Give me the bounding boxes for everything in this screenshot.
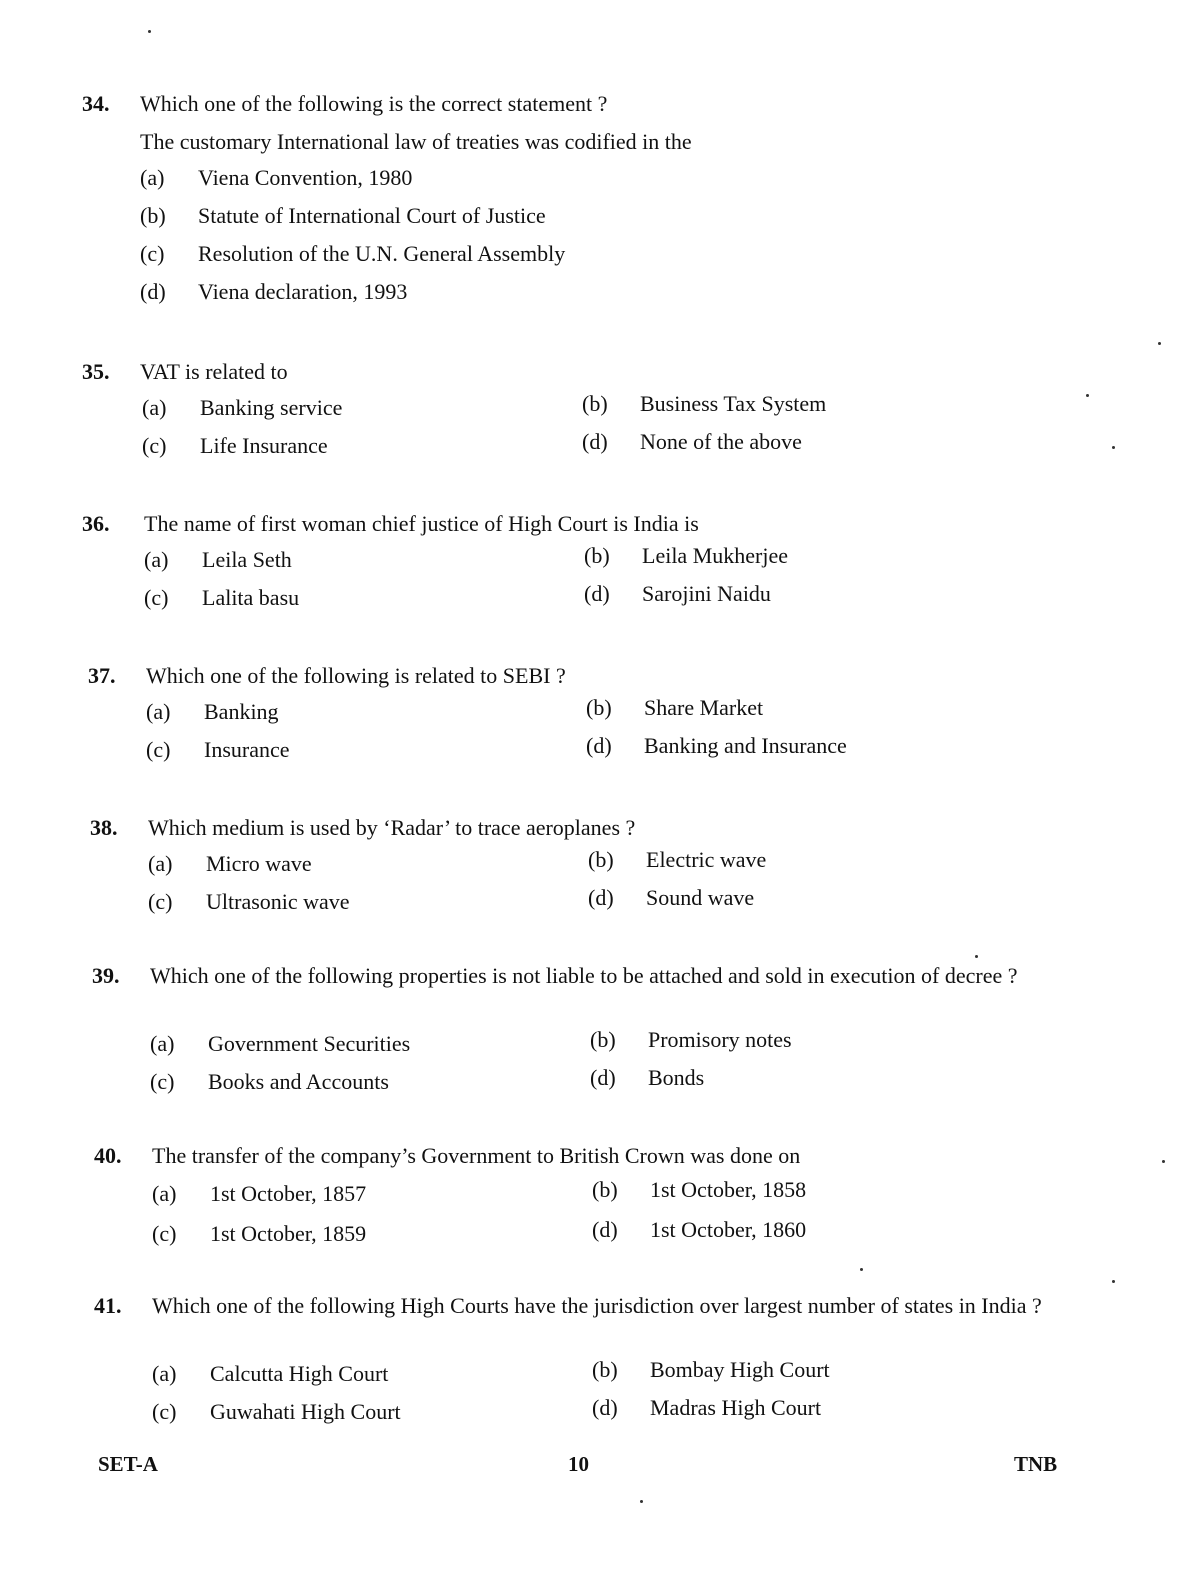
option-label: (c) [148, 889, 173, 914]
footer-page-number: 10 [568, 1452, 589, 1476]
option-b [140, 200, 546, 232]
question-number: 41. [94, 1293, 122, 1318]
option-label: (d) [584, 581, 610, 606]
option-a [148, 848, 312, 880]
footer-set: SET-A [98, 1452, 158, 1476]
option-c [152, 1396, 401, 1428]
option-d [140, 276, 407, 308]
option-label: (c) [144, 585, 169, 610]
question-35 [82, 356, 1082, 468]
option-text: Banking and Insurance [644, 733, 847, 758]
option-label: (d) [588, 885, 614, 910]
option-label: (a) [152, 1361, 177, 1386]
question-40 [82, 1140, 1082, 1252]
option-text: Calcutta High Court [210, 1361, 389, 1386]
option-text: Share Market [644, 695, 764, 720]
option-text: Ultrasonic wave [206, 889, 350, 914]
question-number: 37. [88, 663, 116, 688]
option-text: Lalita basu [202, 585, 300, 610]
option-text: Promisory notes [648, 1027, 792, 1052]
option-label: (b) [140, 203, 166, 228]
option-a [152, 1358, 388, 1390]
question-text: Which medium is used by ‘Radar’ to trace aeroplanes ? [148, 815, 636, 840]
option-text: 1st October, 1858 [650, 1177, 807, 1202]
option-label: (d) [592, 1217, 618, 1242]
option-label: (b) [582, 391, 608, 416]
question-text: The name of first woman chief justice of High Court is India is [144, 511, 699, 536]
option-text: Government Securities [208, 1031, 411, 1056]
option-text: Micro wave [206, 851, 312, 876]
option-c [152, 1218, 366, 1250]
scan-speck [1162, 1160, 1165, 1163]
option-text: 1st October, 1857 [210, 1181, 367, 1206]
question-text: The transfer of the company’s Government to British Crown was done on [152, 1143, 801, 1168]
option-label: (b) [584, 543, 610, 568]
option-c [140, 238, 565, 270]
option-text: Leila Mukherjee [642, 543, 788, 568]
question-text: Which one of the following is related to SEBI ? [146, 663, 566, 688]
option-b [588, 844, 766, 876]
option-d [582, 426, 802, 458]
scan-speck [1112, 1280, 1115, 1283]
option-label: (a) [152, 1181, 177, 1206]
option-a [152, 1178, 366, 1210]
option-label: (d) [586, 733, 612, 758]
option-d [588, 882, 754, 914]
option-c [148, 886, 350, 918]
option-label: (a) [144, 547, 169, 572]
option-b [590, 1024, 792, 1056]
option-text: None of the above [640, 429, 802, 454]
question-text: Which one of the following High Courts have the jurisdiction over largest number of states in India ? [152, 1293, 1042, 1318]
option-text: 1st October, 1859 [210, 1221, 367, 1246]
option-label: (c) [146, 737, 171, 762]
option-label: (a) [150, 1031, 175, 1056]
option-d [592, 1214, 806, 1246]
option-text: Madras High Court [650, 1395, 822, 1420]
option-text: Insurance [204, 737, 290, 762]
question-text: Which one of the following properties is not liable to be attached and sold in execution of decree ? [150, 963, 1018, 988]
option-text: Bombay High Court [650, 1357, 830, 1382]
footer-code: TNB [1014, 1452, 1058, 1476]
option-c [150, 1066, 389, 1098]
option-c [144, 582, 299, 614]
option-text: Sarojini Naidu [642, 581, 771, 606]
option-b [592, 1174, 806, 1206]
question-39 [82, 960, 1082, 1104]
option-label: (b) [586, 695, 612, 720]
option-c [146, 734, 290, 766]
question-37 [82, 660, 1082, 772]
question-41 [82, 1290, 1082, 1434]
option-label: (b) [592, 1357, 618, 1382]
scan-speck [640, 1500, 643, 1503]
option-text: Viena Convention, 1980 [198, 165, 413, 190]
question-text: Which one of the following is the correct statement ? [140, 91, 608, 116]
question-number: 39. [92, 963, 120, 988]
option-d [586, 730, 847, 762]
option-label: (b) [592, 1177, 618, 1202]
option-b [592, 1354, 830, 1386]
option-label: (a) [146, 699, 171, 724]
option-c [142, 430, 328, 462]
question-number: 34. [82, 91, 110, 116]
option-label: (b) [588, 847, 614, 872]
option-a [150, 1028, 410, 1060]
option-label: (c) [142, 433, 167, 458]
option-b [582, 388, 826, 420]
option-text: Viena declaration, 1993 [198, 279, 408, 304]
question-number: 36. [82, 511, 110, 536]
option-a [142, 392, 342, 424]
option-label: (d) [592, 1395, 618, 1420]
option-b [586, 692, 763, 724]
option-text: Business Tax System [640, 391, 827, 416]
option-text: Banking [204, 699, 279, 724]
option-label: (c) [150, 1069, 175, 1094]
option-a [140, 162, 412, 194]
question-36 [82, 508, 1082, 620]
question-34 [82, 88, 1082, 318]
option-d [584, 578, 771, 610]
option-text: Sound wave [646, 885, 755, 910]
question-text-continued: The customary International law of treaties was codified in the [140, 129, 692, 154]
option-label: (c) [152, 1399, 177, 1424]
option-text: Leila Seth [202, 547, 292, 572]
option-label: (d) [590, 1065, 616, 1090]
option-text: Electric wave [646, 847, 767, 872]
option-text: Resolution of the U.N. General Assembly [198, 241, 566, 266]
option-label: (d) [140, 279, 166, 304]
option-a [146, 696, 279, 728]
option-label: (b) [590, 1027, 616, 1052]
scan-speck [1158, 342, 1161, 345]
scan-speck [148, 30, 151, 33]
option-d [590, 1062, 704, 1094]
scan-speck [1086, 394, 1089, 397]
option-text: Life Insurance [200, 433, 328, 458]
option-text: Guwahati High Court [210, 1399, 401, 1424]
question-38 [82, 812, 1082, 924]
option-label: (a) [140, 165, 165, 190]
option-text: 1st October, 1860 [650, 1217, 807, 1242]
scan-speck [975, 955, 978, 958]
option-label: (a) [148, 851, 173, 876]
question-number: 38. [90, 815, 118, 840]
option-text: Bonds [648, 1065, 705, 1090]
option-text: Books and Accounts [208, 1069, 389, 1094]
option-d [592, 1392, 821, 1424]
option-label: (a) [142, 395, 167, 420]
question-number: 35. [82, 359, 110, 384]
scan-speck [860, 1268, 863, 1271]
option-text: Statute of International Court of Justice [198, 203, 546, 228]
option-a [144, 544, 292, 576]
option-label: (d) [582, 429, 608, 454]
option-b [584, 540, 788, 572]
question-number: 40. [94, 1143, 122, 1168]
option-text: Banking service [200, 395, 343, 420]
scan-speck [1112, 446, 1115, 449]
question-text: VAT is related to [140, 359, 288, 384]
option-label: (c) [140, 241, 165, 266]
option-label: (c) [152, 1221, 177, 1246]
